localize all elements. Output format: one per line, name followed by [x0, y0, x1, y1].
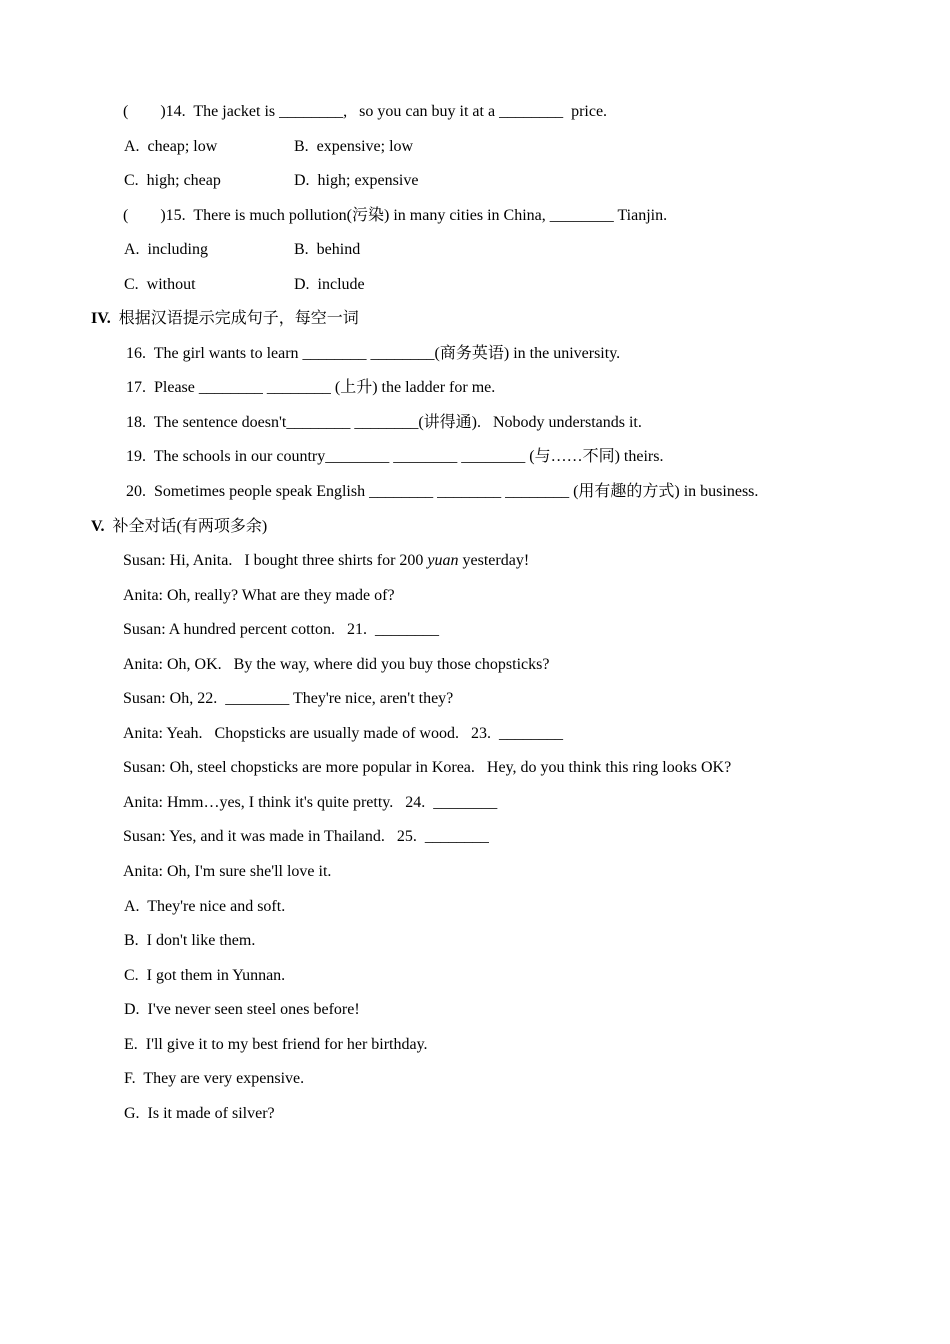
options-15-row1 [0, 233, 950, 268]
dialogue-6 [0, 717, 950, 752]
dialogue-2 [0, 579, 950, 614]
dialogue-text: Susan: Oh, 22. ________ They're nice, aren't they? [123, 690, 454, 708]
option-b: B. expensive; low [294, 137, 414, 155]
item-16 [0, 337, 950, 372]
dialogue-5 [0, 682, 950, 717]
option-d: D. high; expensive [294, 172, 419, 190]
options-14-row2 [0, 164, 950, 199]
question-14 [0, 95, 950, 130]
item-text: 18. The sentence doesn't________ ________(讲得通). Nobody understands it. [126, 413, 642, 431]
dialogue-text: Anita: Yeah. Chopsticks are usually made of wood. 23. ________ [123, 724, 563, 742]
choice-b [0, 924, 950, 959]
option-b: B. behind [294, 241, 361, 259]
section-fill-in-blanks [0, 302, 950, 509]
section-numeral: IV. [91, 310, 111, 328]
dialogue-9 [0, 820, 950, 855]
options-14-row1 [0, 130, 950, 165]
choice-a [0, 890, 950, 925]
options-15-row2 [0, 268, 950, 303]
choice-text: G. Is it made of silver? [124, 1104, 275, 1122]
dialogue-7 [0, 751, 950, 786]
section-complete-dialogue [0, 510, 950, 1132]
choice-text: D. I've never seen steel ones before! [124, 1001, 360, 1019]
item-19 [0, 440, 950, 475]
item-text: 16. The girl wants to learn ________ ________(商务英语) in the university. [126, 344, 621, 362]
question-15 [0, 199, 950, 234]
item-text: 20. Sometimes people speak English ________ ________ ________ (用有趣的方式) in business. [126, 483, 759, 501]
choice-e [0, 1028, 950, 1063]
dialogue-text: Anita: Hmm…yes, I think it's quite pretty. 24. ________ [123, 793, 498, 811]
option-c: C. without [124, 275, 196, 293]
dialogue-text: yesterday! [458, 552, 530, 570]
section-numeral: V. [91, 517, 105, 535]
choice-text: B. I don't like them. [124, 932, 256, 950]
dialogue-1 [0, 544, 950, 579]
dialogue-text: Anita: Oh, OK. By the way, where did you buy those chopsticks? [123, 655, 550, 673]
dialogue-text: Susan: Hi, Anita. I bought three shirts for 200 [123, 552, 428, 570]
dialogue-8 [0, 786, 950, 821]
item-text: 17. Please ________ ________ (上升) the ladder for me. [126, 379, 496, 397]
choice-c [0, 959, 950, 994]
option-a: A. cheap; low [124, 137, 218, 155]
choice-text: E. I'll give it to my best friend for her birthday. [124, 1035, 428, 1053]
item-17 [0, 371, 950, 406]
dialogue-3 [0, 613, 950, 648]
option-a: A. including [124, 241, 208, 259]
dialogue-text: Anita: Oh, I'm sure she'll love it. [123, 863, 332, 881]
choice-text: F. They are very expensive. [124, 1070, 305, 1088]
option-d: D. include [294, 275, 365, 293]
dialogue-text: Anita: Oh, really? What are they made of? [123, 586, 395, 604]
section-title: 补全对话(有两项多余) [104, 517, 268, 535]
item-18 [0, 406, 950, 441]
dialogue-4 [0, 648, 950, 683]
dialogue-text: Susan: A hundred percent cotton. 21. ________ [123, 621, 439, 639]
choice-d [0, 993, 950, 1028]
dialogue-text: Susan: Yes, and it was made in Thailand. 25. ________ [123, 828, 489, 846]
option-c: C. high; cheap [124, 172, 221, 190]
choice-f [0, 1062, 950, 1097]
section-iv-header [0, 302, 950, 337]
question-text: ( )14. The jacket is ________, so you can buy it at a ________ price. [123, 103, 608, 120]
section-multiple-choice [0, 95, 950, 302]
choice-text: A. They're nice and soft. [124, 897, 286, 915]
choice-g [0, 1097, 950, 1132]
section-title: 根据汉语提示完成句子，每空一词 [110, 310, 359, 328]
section-v-header [0, 510, 950, 545]
dialogue-10 [0, 855, 950, 890]
dialogue-text: Susan: Oh, steel chopsticks are more popular in Korea. Hey, do you think this ring looks OK? [123, 759, 732, 777]
italic-yuan: yuan [427, 552, 459, 570]
item-text: 19. The schools in our country________ ________ ________ (与……不同) theirs. [126, 448, 664, 466]
question-text: ( )15. There is much pollution(污染) in many cities in China, ________ Tianjin. [123, 206, 668, 224]
item-20 [0, 475, 950, 510]
choice-text: C. I got them in Yunnan. [124, 966, 286, 984]
